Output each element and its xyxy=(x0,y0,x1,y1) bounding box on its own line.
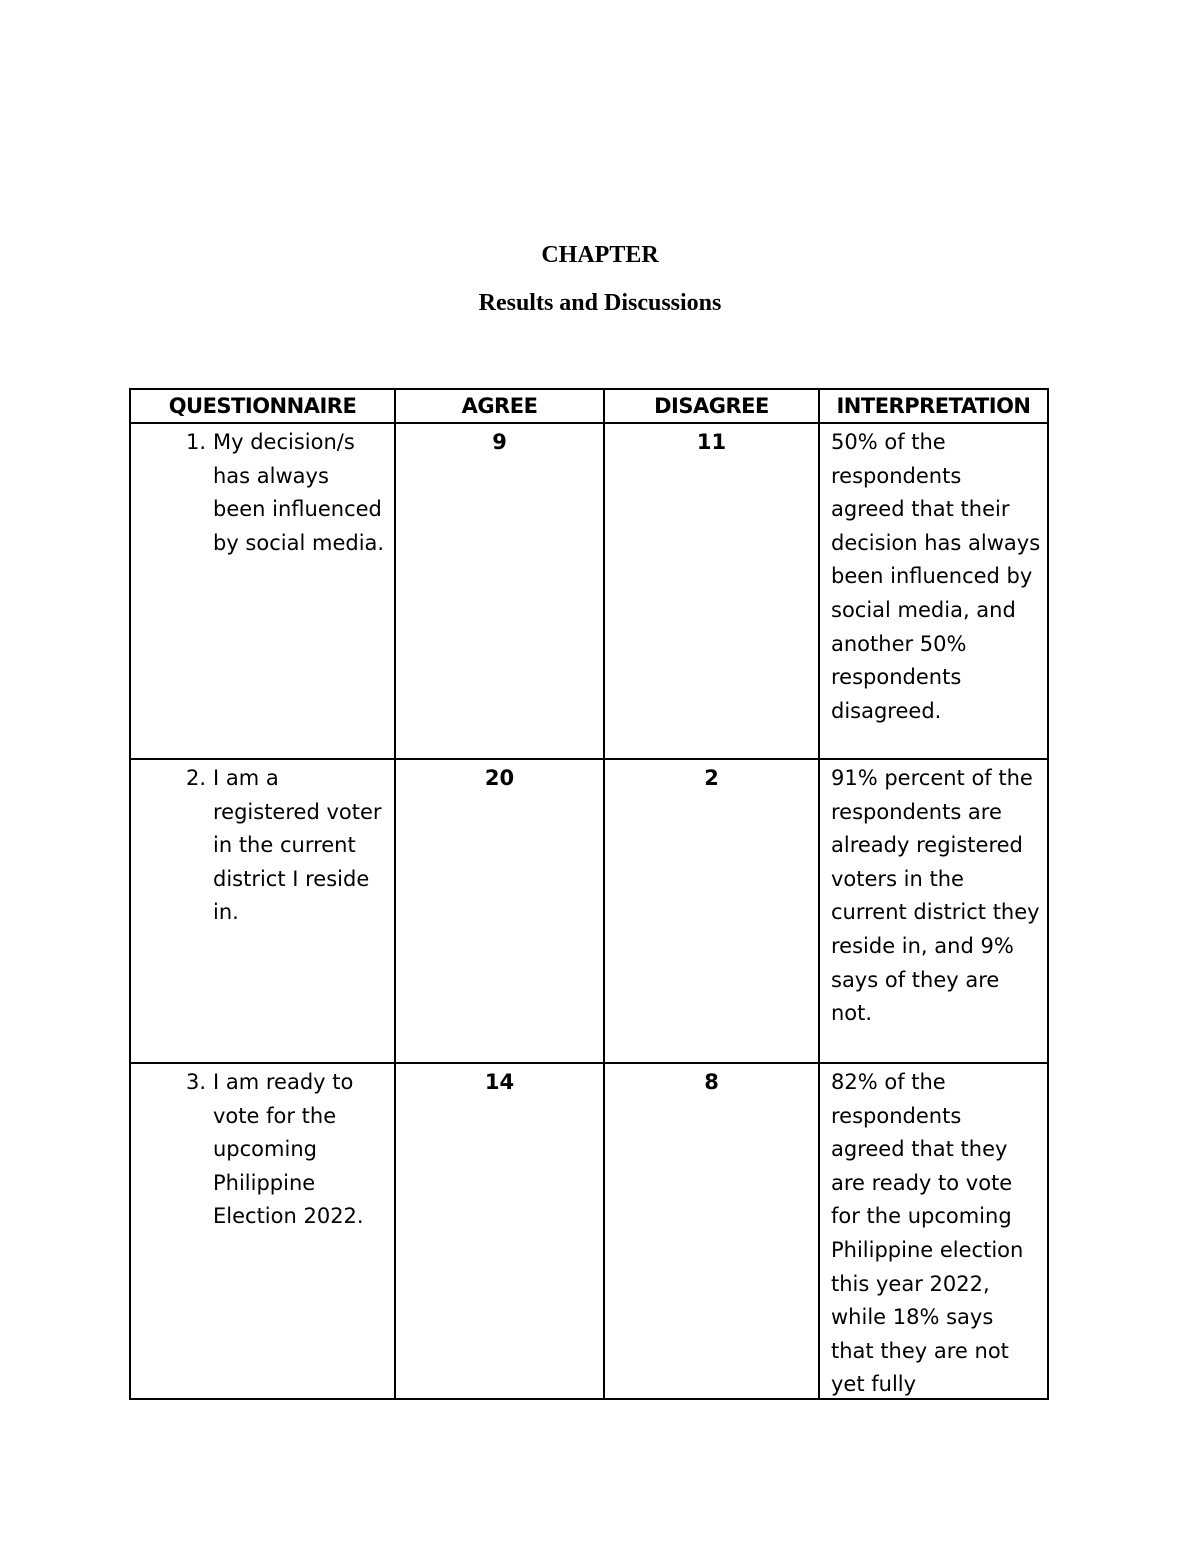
agree-count: 14 xyxy=(484,1070,515,1094)
question-number: 2. xyxy=(185,766,206,790)
agree-count: 9 xyxy=(492,430,507,454)
question-text: My decision/s has always been influenced by social media. xyxy=(213,430,385,555)
interpretation-text: 91% percent of the respondents are already registered voters in the current district they reside in, and 9% says of they are not. xyxy=(831,766,1040,1026)
question-cell xyxy=(130,423,395,759)
results-table xyxy=(129,388,1049,1400)
table-header xyxy=(130,389,1048,423)
disagree-count: 8 xyxy=(704,1070,719,1094)
header-questionnaire: QUESTIONNAIRE xyxy=(130,389,395,423)
agree-cell xyxy=(395,423,604,759)
chapter-heading: CHAPTER xyxy=(541,242,659,268)
table-row xyxy=(130,1063,1048,1399)
interpretation-text: 50% of the respondents agreed that their decision has always been influenced by social media, and another 50% respondents disagreed. xyxy=(831,430,1041,723)
table-row xyxy=(130,423,1048,759)
section-title: Results and Discussions xyxy=(478,290,722,316)
question-cell xyxy=(130,1063,395,1399)
question-number: 1. xyxy=(185,430,206,454)
question-text: I am a registered voter in the current district I reside in. xyxy=(213,766,382,925)
question-number: 3. xyxy=(185,1070,206,1094)
question-text: I am ready to vote for the upcoming Philippine Election 2022. xyxy=(213,1070,364,1229)
table-body xyxy=(130,423,1048,1399)
header-agree: AGREE xyxy=(395,389,604,423)
table-row xyxy=(130,759,1048,1063)
disagree-count: 11 xyxy=(696,430,727,454)
interpretation-cell xyxy=(819,759,1048,1063)
agree-cell xyxy=(395,1063,604,1399)
interpretation-cell xyxy=(819,1063,1048,1399)
disagree-cell xyxy=(604,759,819,1063)
disagree-count: 2 xyxy=(704,766,719,790)
disagree-cell xyxy=(604,423,819,759)
agree-cell xyxy=(395,759,604,1063)
interpretation-cell xyxy=(819,423,1048,759)
header-interpretation: INTERPRETATION xyxy=(819,389,1048,423)
header-row xyxy=(130,389,1048,423)
question-cell xyxy=(130,759,395,1063)
header-disagree: DISAGREE xyxy=(604,389,819,423)
interpretation-text: 82% of the respondents agreed that they are ready to vote for the upcoming Philippine election this year 2022, while 18% says that they are not yet fully xyxy=(831,1070,1024,1397)
disagree-cell xyxy=(604,1063,819,1399)
agree-count: 20 xyxy=(484,766,515,790)
